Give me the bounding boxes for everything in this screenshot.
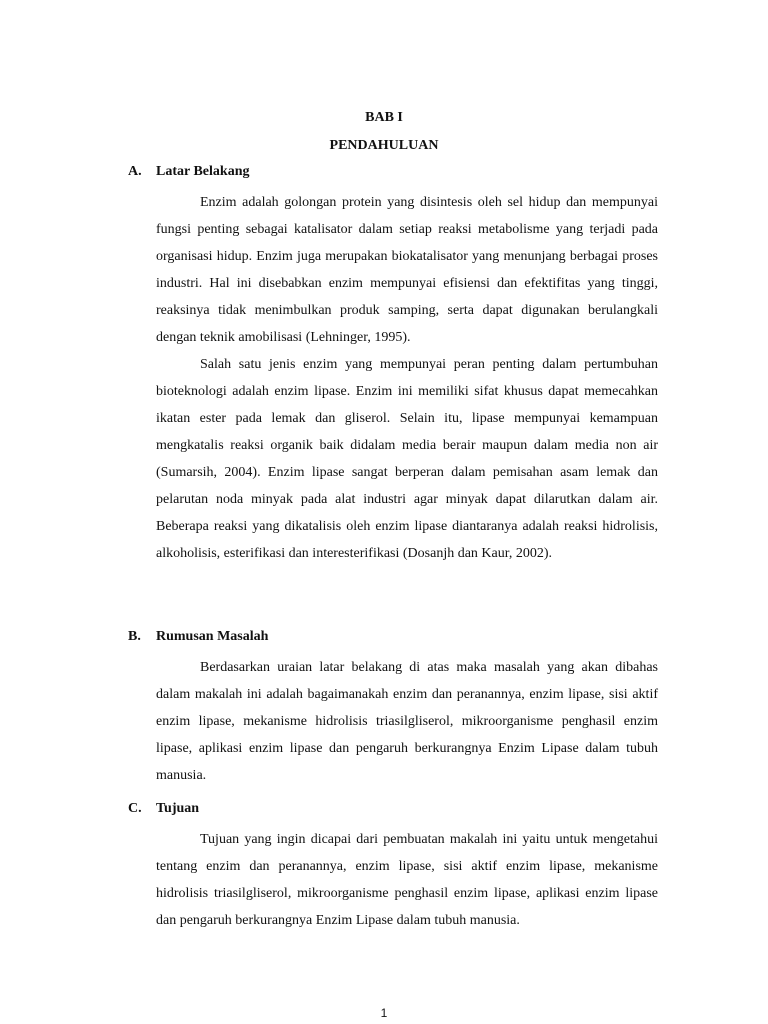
section-letter: B. (128, 629, 141, 644)
section-heading (128, 628, 658, 646)
paragraph: Tujuan yang ingin dicapai dari pembuatan makalah ini yaitu untuk mengetahui tentang enzim dan peranannya, enzim lipase, sisi aktif enzim lipase, mekanisme hidrolisis triasilgliserol, mikroorganisme penghasil enzim lipase, aplikasi enzim lipase dan pengaruh berkurangnya Enzim Lipase dalam tubuh manusia. (156, 832, 658, 928)
page-number: 1 (380, 1006, 388, 1020)
chapter-title: PENDAHULUAN (329, 138, 439, 153)
section-title: Tujuan (156, 801, 200, 816)
section-letter: C. (128, 801, 142, 816)
section-tujuan (128, 800, 658, 934)
section-title: Rumusan Masalah (156, 629, 269, 644)
section-latar-belakang (128, 163, 658, 567)
paragraph: Salah satu jenis enzim yang mempunyai peran penting dalam pertumbuhan bioteknologi adalah enzim lipase. Enzim ini memiliki sifat khusus dapat memecahkan ikatan ester pada lemak dan gliserol. Selain itu, lipase mempunyai kemampuan mengkatalis reaksi organik baik didalam media berair maupun dalam media non air (Sumarsih, 2004). Enzim lipase sangat berperan dalam pemisahan asam lemak dan pelarutan noda minyak pada alat industri agar minyak dapat dilarutkan dalam air. Beberapa reaksi yang dikatalisis oleh enzim lipase diantaranya adalah reaksi hidrolisis, alkoholisis, esterifikasi dan interesterifikasi (Dosanjh dan Kaur, 2002). (156, 357, 658, 561)
section-rumusan-masalah (128, 628, 658, 789)
paragraph: Enzim adalah golongan protein yang disintesis oleh sel hidup dan mempunyai fungsi penting sebagai katalisator dalam setiap reaksi metabolisme yang terjadi pada organisasi hidup. Enzim juga merupakan biokatalisator yang menunjang berbagai proses industri. Hal ini disebabkan enzim mempunyai efisiensi dan efektifitas yang tinggi, reaksinya tidak menimbulkan produk samping, serta dapat digunakan berulangkali dengan teknik amobilisasi (Lehninger, 1995). (156, 195, 658, 345)
section-title: Latar Belakang (156, 164, 250, 179)
paragraph: Berdasarkan uraian latar belakang di atas maka masalah yang akan dibahas dalam makalah ini adalah bagaimanakah enzim dan peranannya, enzim lipase, sisi aktif enzim lipase, mekanisme hidrolisis triasilgliserol, mikroorganisme penghasil enzim lipase, aplikasi enzim lipase dan pengaruh berkurangnya Enzim Lipase dalam tubuh manusia. (156, 660, 658, 783)
chapter-label: BAB I (365, 110, 403, 125)
section-letter: A. (128, 164, 142, 179)
section-heading (128, 163, 658, 181)
section-heading (128, 800, 658, 818)
